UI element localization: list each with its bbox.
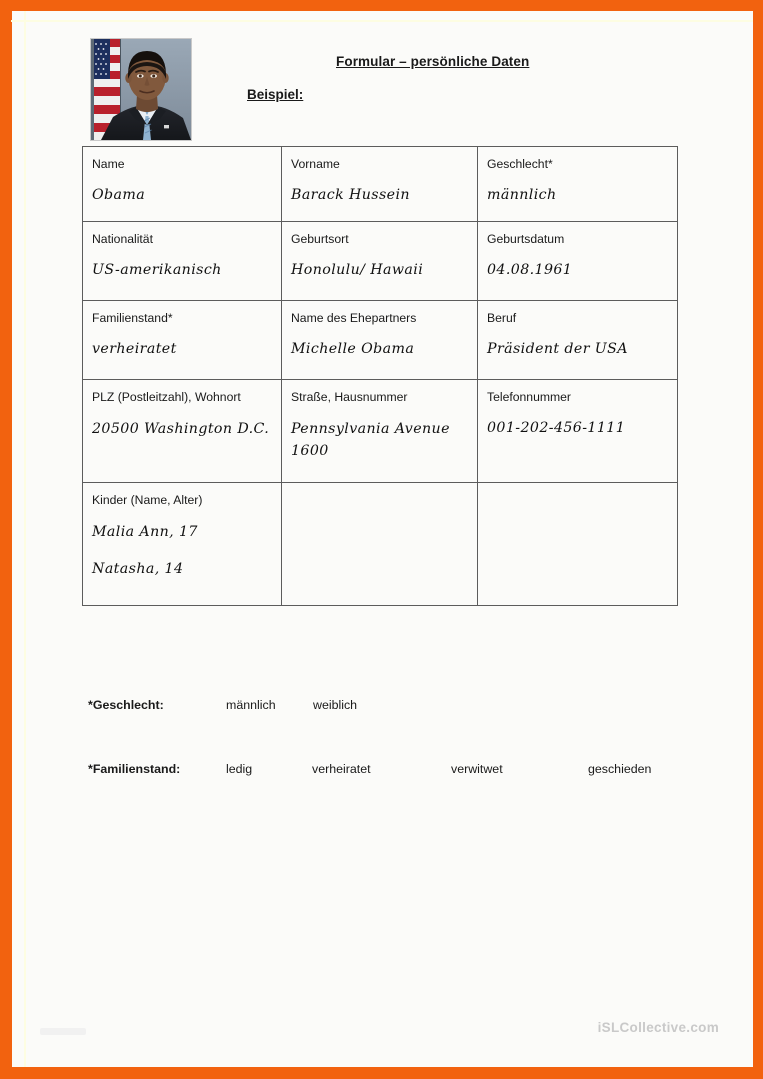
scan-border-inner-top [11, 20, 753, 22]
field-value: US-amerikanisch [92, 262, 222, 278]
cell-telefonnummer[interactable] [478, 380, 678, 483]
scan-border-bottom [0, 1067, 763, 1079]
field-label: Familienstand* [92, 311, 173, 325]
field-value: 001-202-456-1111 [487, 420, 626, 436]
field-label: Beruf [487, 311, 517, 325]
field-label: Nationalität [92, 232, 153, 246]
field-label: Name [92, 157, 125, 171]
cell-familienstand[interactable] [83, 301, 282, 380]
field-value: 04.08.1961 [487, 262, 573, 278]
cell-geburtsort[interactable] [282, 222, 478, 301]
cell-vorname[interactable] [282, 147, 478, 222]
cell-strasse[interactable] [282, 380, 478, 483]
table-row [83, 301, 678, 380]
table-row [83, 483, 678, 606]
footnote-option-verheiratet[interactable]: verheiratet [312, 762, 371, 776]
field-label: Geschlecht* [487, 157, 553, 171]
portrait-photo-barack-obama [90, 38, 192, 141]
field-value: verheiratet [92, 341, 177, 357]
footnote-key: *Familienstand: [88, 762, 181, 776]
scan-border-right [753, 0, 763, 1079]
scan-border-left [0, 0, 12, 1079]
field-label: Geburtsort [291, 232, 349, 246]
cell-name[interactable] [83, 147, 282, 222]
scan-border-inner-left [24, 11, 26, 1067]
field-value: Pennsylvania Avenue 1600 [291, 421, 450, 459]
cell-plz-wohnort[interactable] [83, 380, 282, 483]
field-label: Vorname [291, 157, 340, 171]
footnote-option-maennlich[interactable]: männlich [226, 698, 276, 712]
cell-geschlecht[interactable] [478, 147, 678, 222]
personal-data-table [82, 146, 678, 606]
field-value-child-2: Natasha, 14 [92, 561, 184, 577]
field-label: Telefonnummer [487, 390, 571, 404]
field-label: PLZ (Postleitzahl), Wohnort [92, 390, 241, 404]
footnote-option-geschieden[interactable]: geschieden [588, 762, 652, 776]
field-value: Präsident der USA [487, 341, 628, 357]
cell-empty-right[interactable] [478, 483, 678, 606]
cell-beruf[interactable] [478, 301, 678, 380]
scan-smudge [40, 1028, 86, 1035]
field-label: Name des Ehepartners [291, 311, 417, 325]
cell-nationalitaet[interactable] [83, 222, 282, 301]
field-label: Geburtsdatum [487, 232, 565, 246]
field-value: Michelle Obama [291, 341, 415, 357]
table-row [83, 222, 678, 301]
cell-geburtsdatum[interactable] [478, 222, 678, 301]
field-value: Honolulu/ Hawaii [291, 262, 424, 278]
watermark: iSLCollective.com [597, 1020, 719, 1035]
field-value: Obama [92, 187, 146, 203]
page-title: Formular – persönliche Daten [336, 54, 530, 69]
footnote-option-weiblich[interactable]: weiblich [313, 698, 358, 712]
field-value: Barack Hussein [291, 187, 410, 203]
footnote-geschlecht [88, 698, 688, 762]
table-row [83, 147, 678, 222]
field-value: 20500 Washington D.C. [92, 421, 270, 437]
table-row [83, 380, 678, 483]
footnotes [88, 698, 688, 826]
field-value: männlich [487, 187, 557, 203]
footnote-familienstand [88, 762, 688, 826]
field-label: Kinder (Name, Alter) [92, 493, 203, 507]
scan-border-top [0, 0, 763, 11]
field-value-child-1: Malia Ann, 17 [92, 524, 198, 540]
footnote-option-ledig[interactable]: ledig [226, 762, 253, 776]
example-label: Beispiel: [247, 87, 304, 102]
footnote-key: *Geschlecht: [88, 698, 164, 712]
field-label: Straße, Hausnummer [291, 390, 408, 404]
cell-kinder[interactable] [83, 483, 282, 606]
footnote-option-verwitwet[interactable]: verwitwet [451, 762, 503, 776]
cell-empty-middle[interactable] [282, 483, 478, 606]
cell-ehepartner[interactable] [282, 301, 478, 380]
